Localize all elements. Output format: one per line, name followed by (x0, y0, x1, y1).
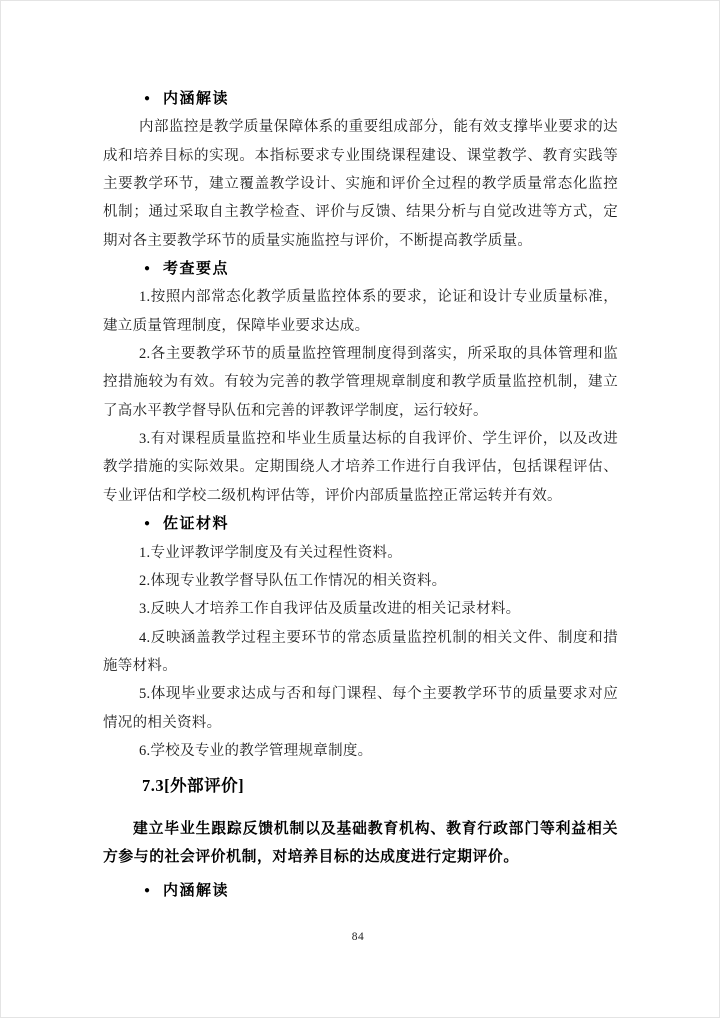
heading-evidence (103, 510, 618, 538)
heading-connotation-1 (103, 85, 618, 113)
bullet-icon: ● (144, 518, 151, 530)
heading-key-points-label: 考查要点 (163, 261, 230, 278)
evidence-item-5: 5.体现毕业要求达成与否和每门课程、每个主要教学环节的质量要求对应情况的相关资料。 (103, 686, 618, 731)
evidence-item-4: 4.反映涵盖教学过程主要环节的常态质量监控机制的相关文件、制度和措施等材料。 (103, 629, 618, 674)
heading-key-points (103, 255, 618, 283)
page-number: 84 (351, 931, 365, 943)
heading-connotation-2 (103, 877, 618, 905)
key-point-item-1: 1.按照内部常态化教学质量监控体系的要求，论证和设计专业质量标准，建立质量管理制度，保障毕业要求达成。 (103, 289, 618, 334)
key-point-item-3: 3.有对课程质量监控和毕业生质量达标的自我评价、学生评价，以及改进教学措施的实际效果。定期围绕人才培养工作进行自我评估，包括课程评估、专业评估和学校二级机构评估等，评价内部质量监控正常运转并有效。 (103, 431, 618, 504)
bullet-icon: ● (144, 263, 151, 275)
evidence-item-3: 3.反映人才培养工作自我评估及质量改进的相关记录材料。 (139, 601, 521, 618)
evidence-item-1: 1.专业评教评学制度及有关过程性资料。 (139, 544, 403, 561)
key-point-item-2: 2.各主要教学环节的质量监控管理制度得到落实，所采取的具体管理和监控措施较为有效。有较为完善的教学管理规章制度和教学质量监控机制，建立了高水平教学督导队伍和完善的评教评学制度，运行较好。 (103, 346, 618, 419)
evidence-item-6: 6.学校及专业的教学管理规章制度。 (139, 742, 373, 759)
bullet-icon: ● (144, 885, 151, 897)
heading-connotation-1-label: 内涵解读 (163, 91, 230, 107)
paragraph-internal-monitoring: 内部监控是教学质量保障体系的重要组成部分，能有效支撑毕业要求的达成和培养目标的实现。本指标要求专业围绕课程建设、课堂教学、教育实践等主要教学环节，建立覆盖教学设计、实施和评价全过程的教学质量常态化监控机制；通过采取自主教学检查、评价与反馈、结果分析与自觉改进等方式，定期对各主要教学环节的质量实施监控与评价，不断提高教学质量。 (103, 119, 618, 249)
bullet-icon: ● (144, 93, 151, 104)
paragraph-external-evaluation-intro: 建立毕业生跟踪反馈机制以及基础教育机构、教育行政部门等利益相关方参与的社会评价机制，对培养目标的达成度进行定期评价。 (103, 820, 618, 865)
heading-connotation-2-label: 内涵解读 (163, 883, 230, 900)
evidence-item-2: 2.体现专业教学督导队伍工作情况的相关资料。 (139, 572, 447, 589)
heading-evidence-label: 佐证材料 (163, 516, 230, 533)
section-heading-7-3: 7.3[外部评价] (142, 776, 245, 796)
